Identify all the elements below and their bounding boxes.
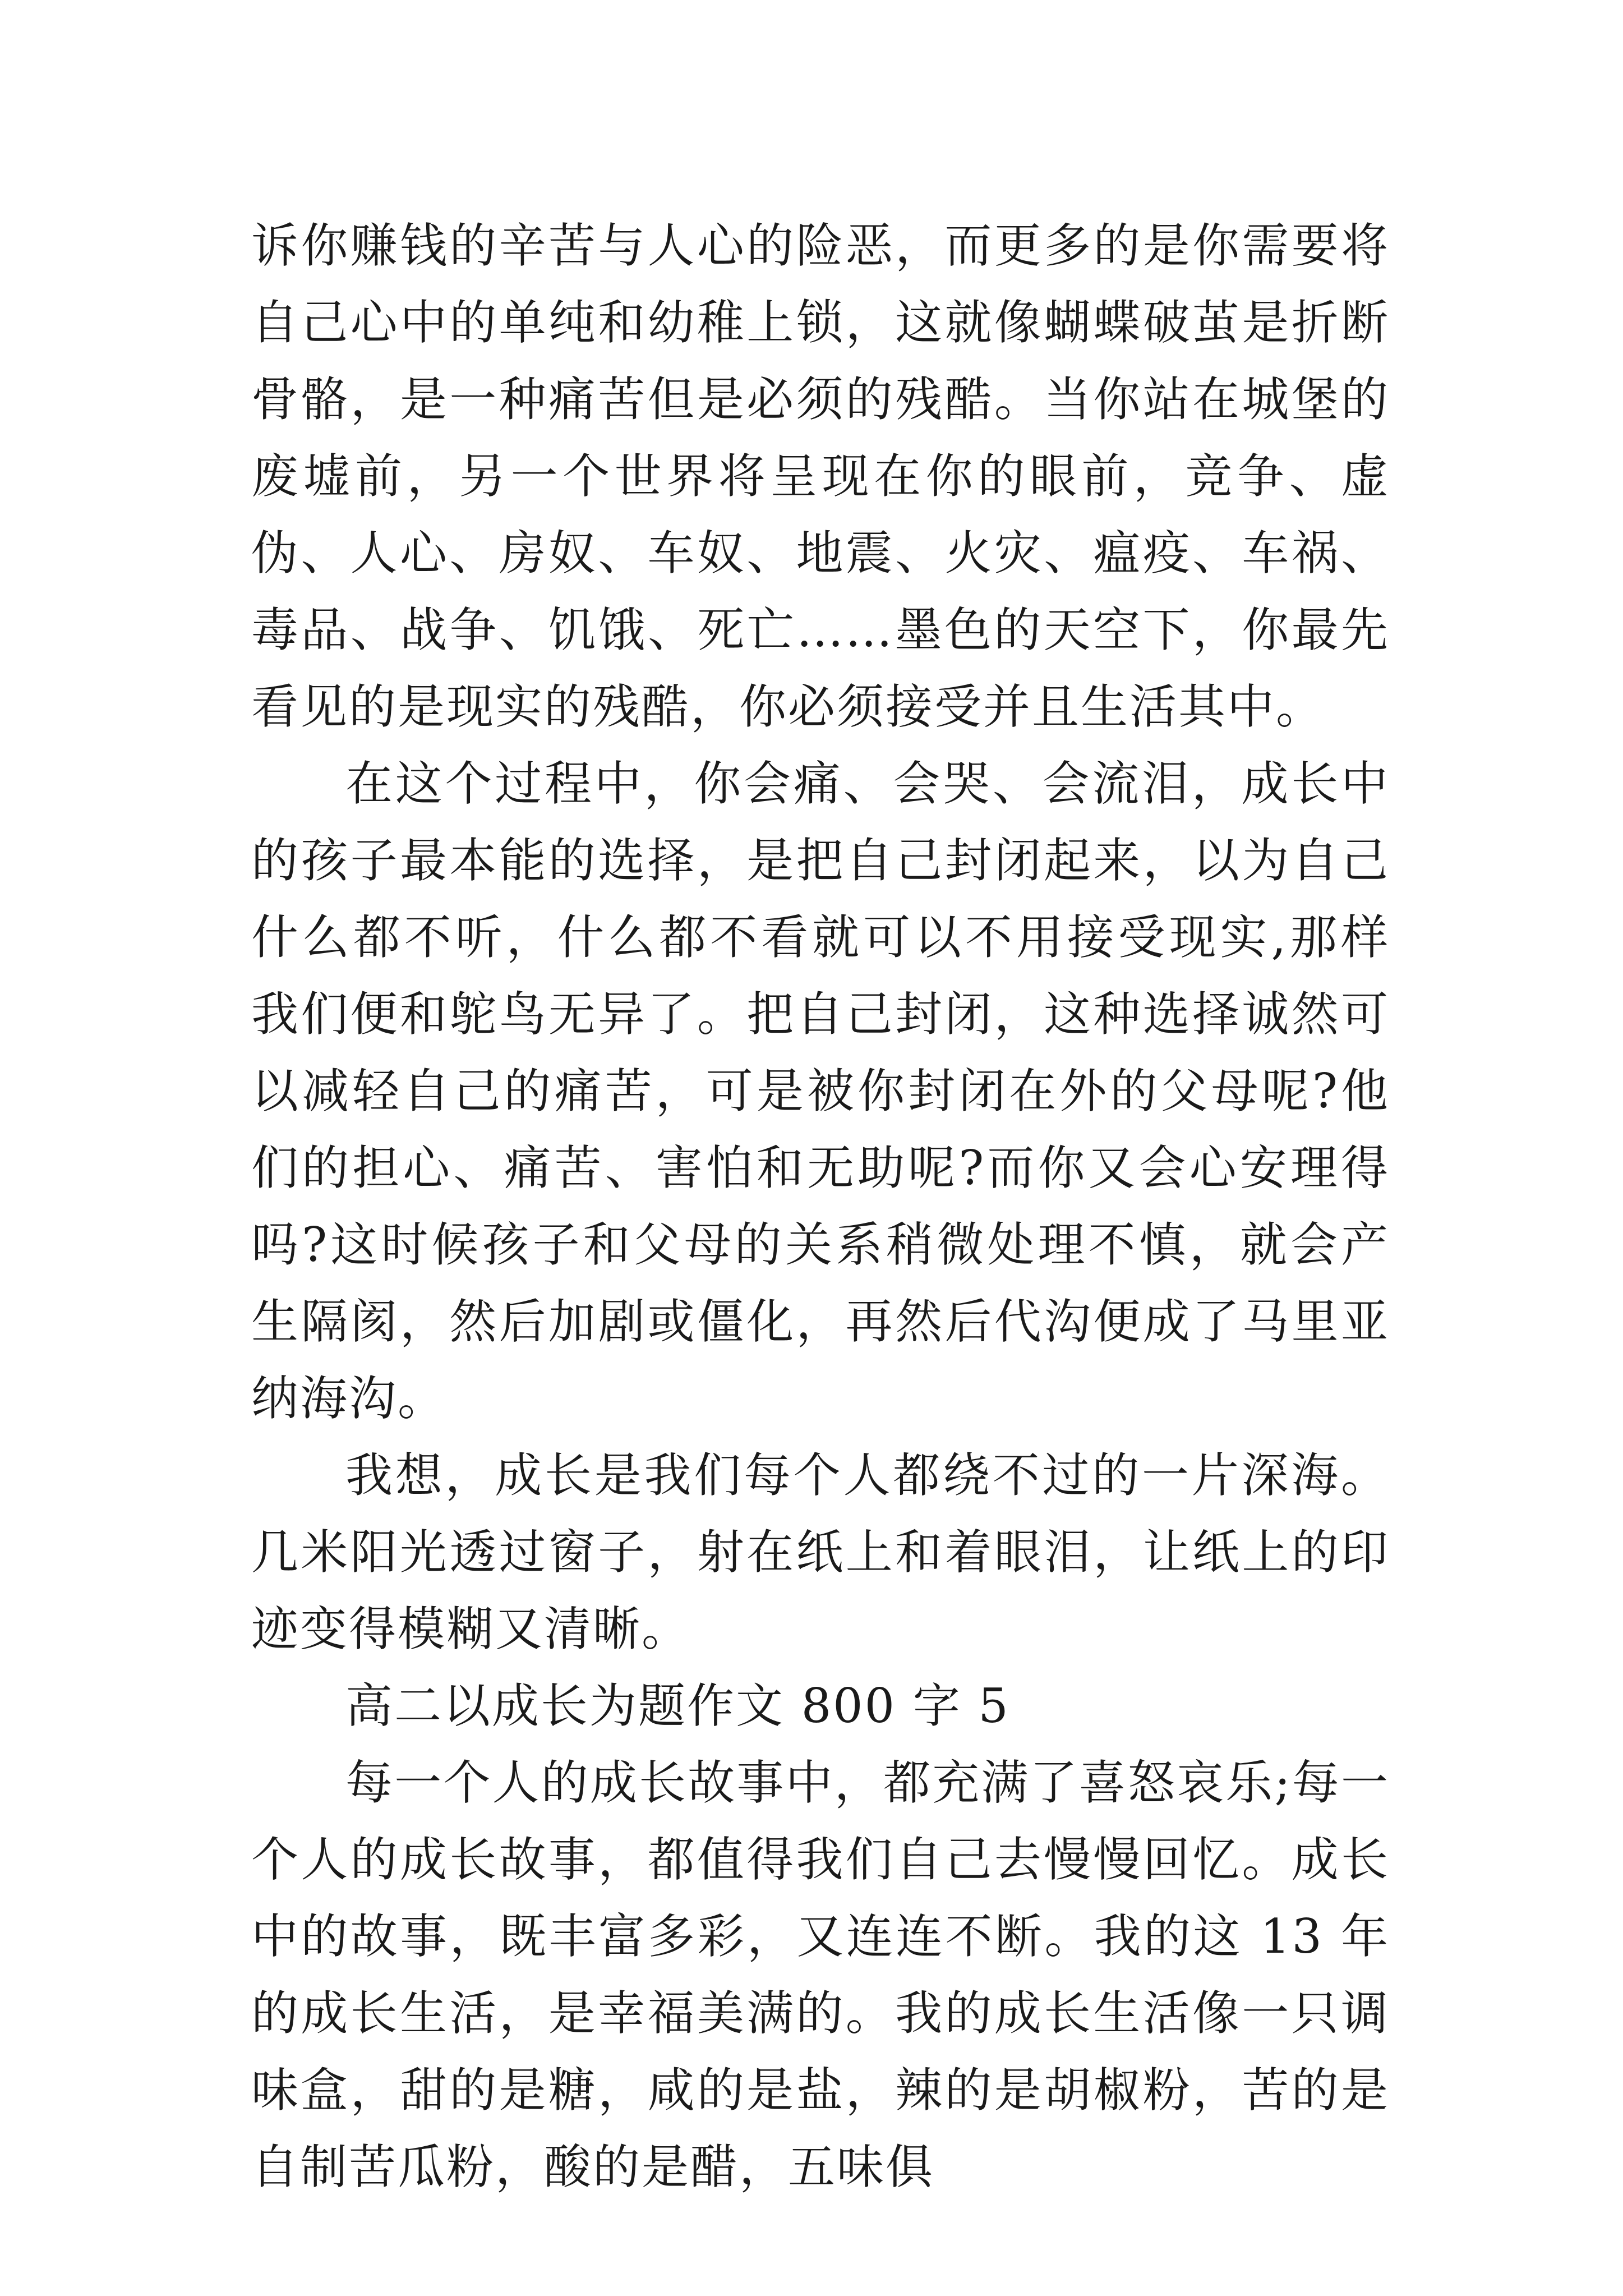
paragraph: 在这个过程中，你会痛、会哭、会流泪，成长中的孩子最本能的选择，是把自己封闭起来，以为自己什么都不听，什么都不看就可以不用接受现实,那样我们便和鸵鸟无异了。把自己封闭，这种选择诚然可以减轻自己的痛苦，可是被你封闭在外的父母呢?他们的担心、痛苦、害怕和无助呢?而你又会心安理得吗?这时候孩子和父母的关系稍微处理不慎，就会产生隔阂，然后加剧或僵化，再然后代沟便成了马里亚纳海沟。	[251, 756, 1390, 1426]
document-body	[251, 208, 1390, 2206]
essay-heading: 高二以成长为题作文 800 字 5	[345, 1678, 1010, 1733]
paragraph: 我想，成长是我们每个人都绕不过的一片深海。几米阳光透过窗子，射在纸上和着眼泪，让纸上的印迹变得模糊又清晰。	[251, 1448, 1390, 1657]
paragraph: 每一个人的成长故事中，都充满了喜怒哀乐;每一个人的成长故事，都值得我们自己去慢慢回忆。成长中的故事，既丰富多彩，又连连不断。我的这 13 年的成长生活，是幸福美满的。我的成长生活像一只调味盒，甜的是糖，咸的是盐，辣的是胡椒粉，苦的是自制苦瓜粉，酸的是醋，五味俱	[251, 1755, 1390, 2194]
paragraph-continued: 诉你赚钱的辛苦与人心的险恶，而更多的是你需要将自己心中的单纯和幼稚上锁，这就像蝴蝶破茧是折断骨骼，是一种痛苦但是必须的残酷。当你站在城堡的废墟前，另一个世界将呈现在你的眼前，竞争、虚伪、人心、房奴、车奴、地震、火灾、瘟疫、车祸、毒品、战争、饥饿、死亡……墨色的天空下，你最先看见的是现实的残酷，你必须接受并且生活其中。	[251, 218, 1390, 734]
